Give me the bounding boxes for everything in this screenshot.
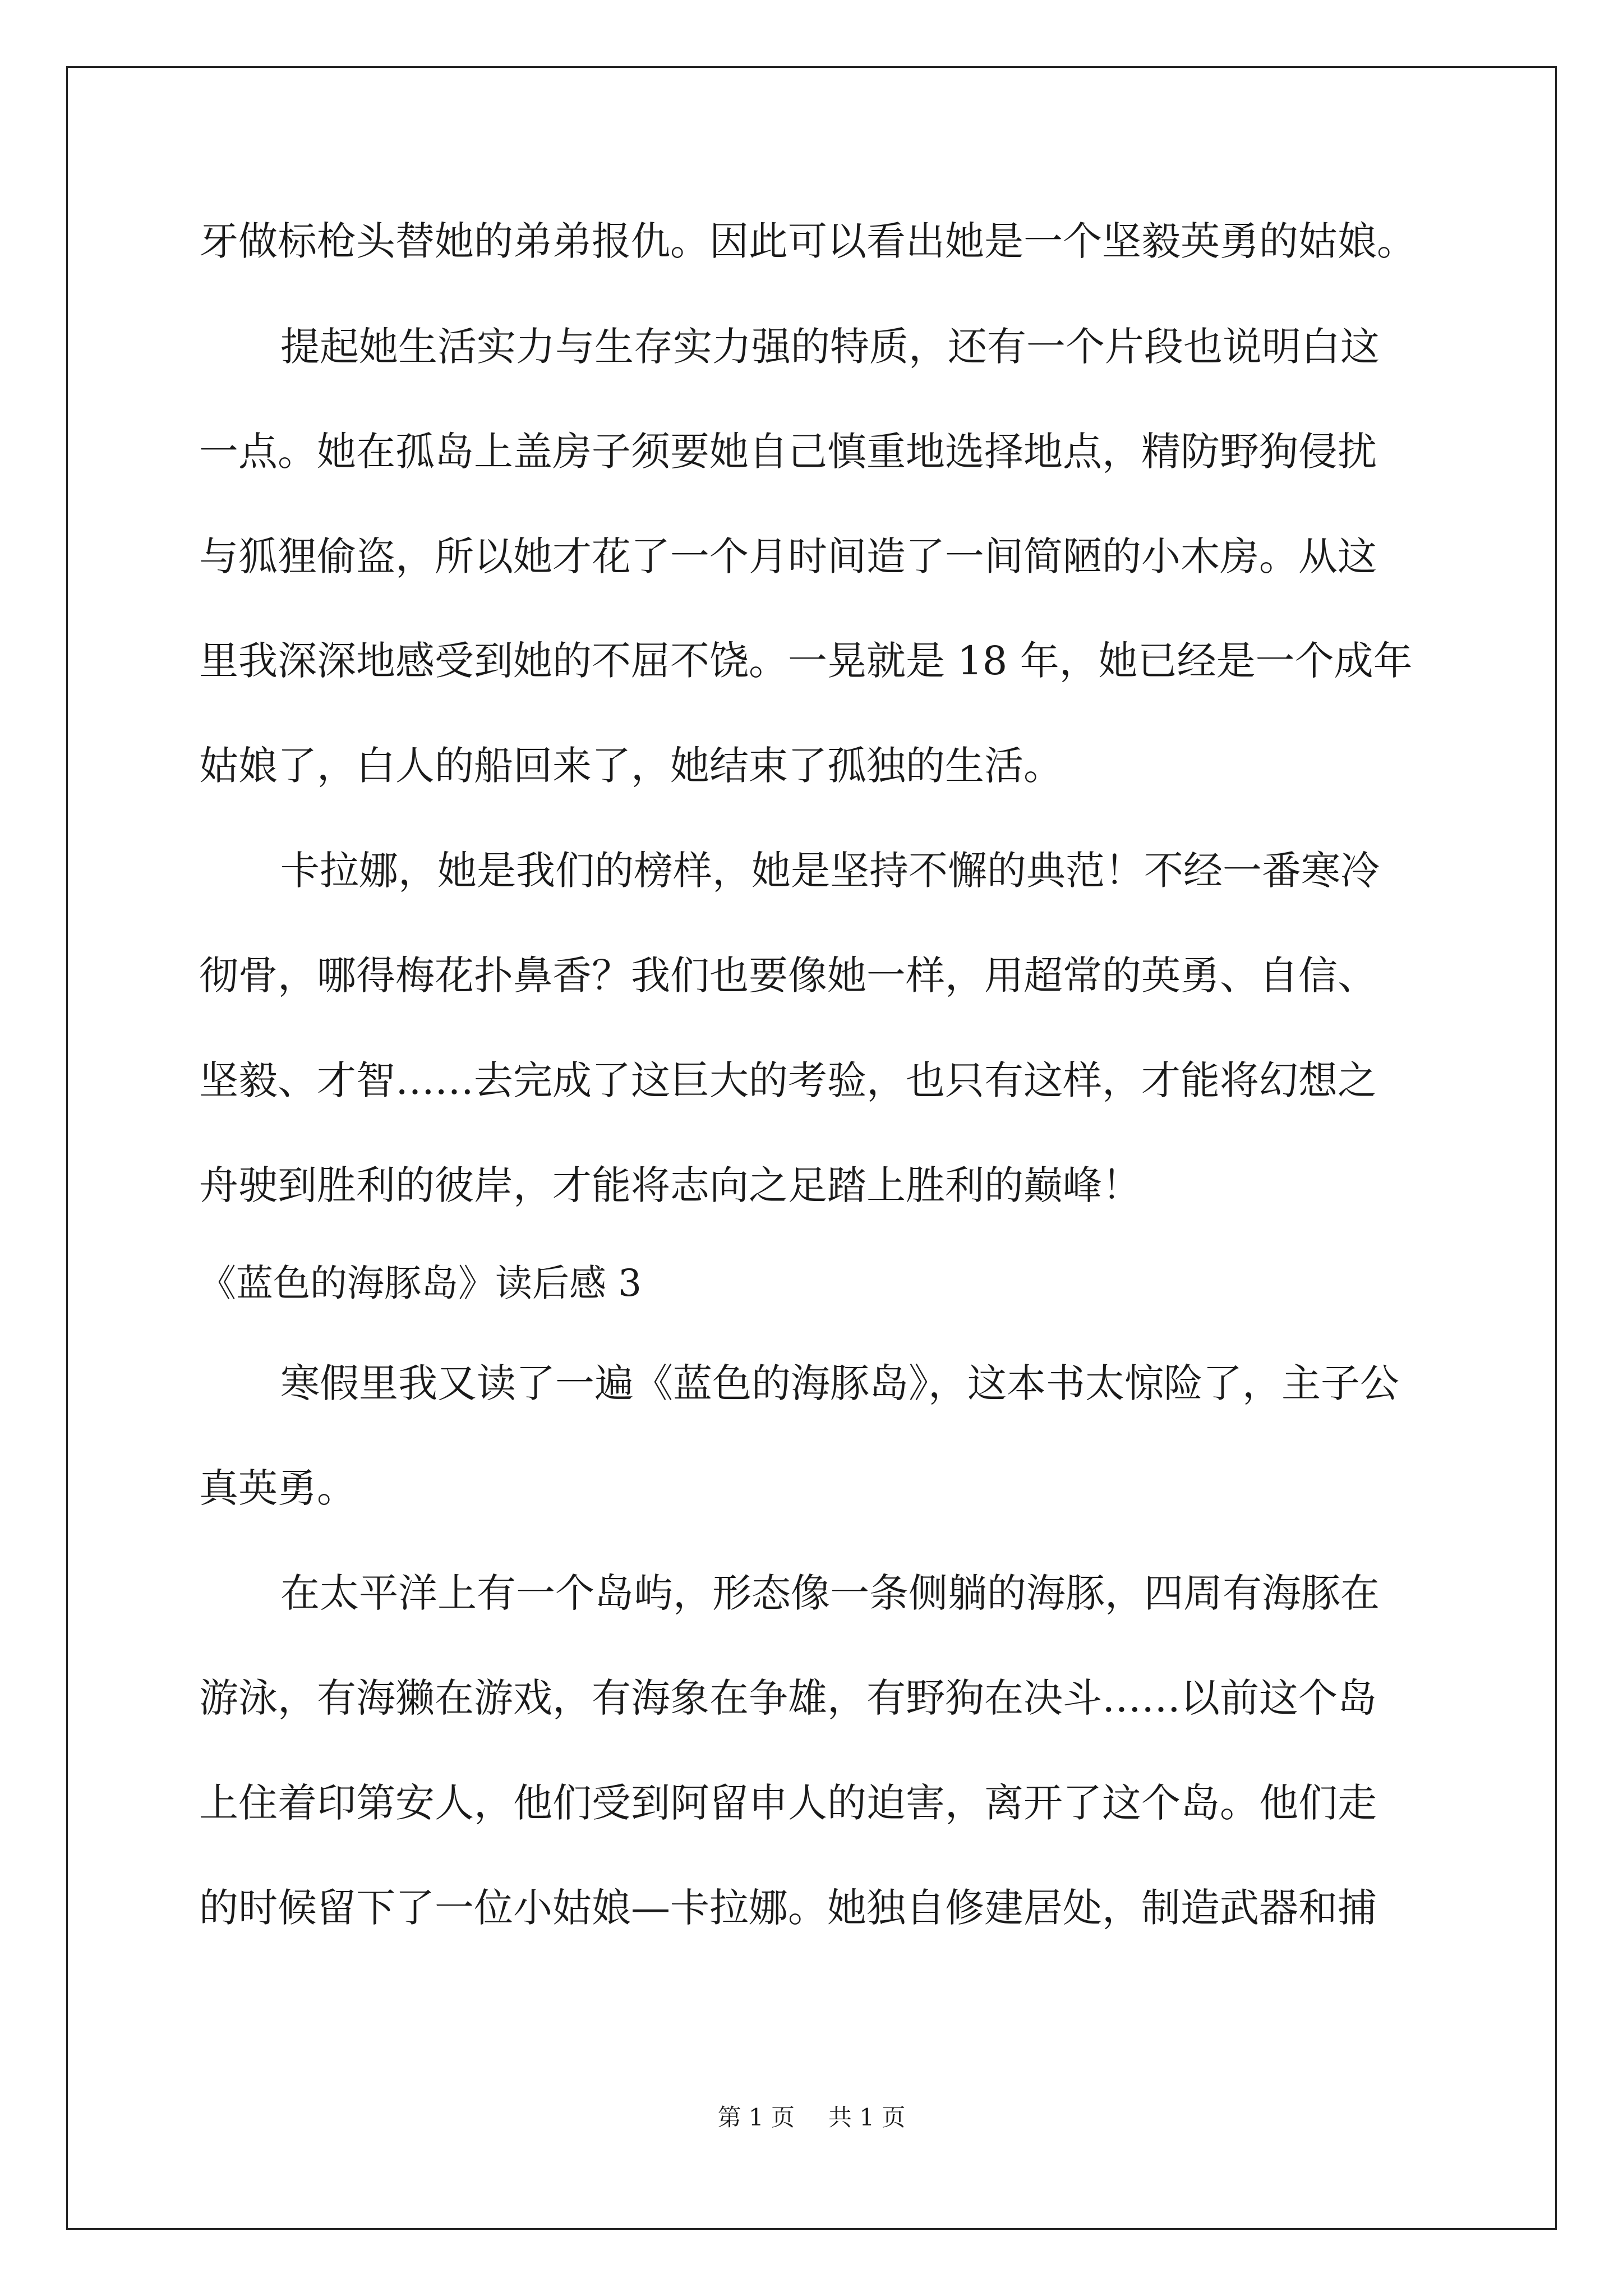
text-line: 坚毅、才智……去完成了这巨大的考验，也只有这样，才能将幻想之 [199,1057,1377,1103]
text-line: 彻骨，哪得梅花扑鼻香？我们也要像她一样，用超常的英勇、自信、 [199,953,1377,999]
page-footer [0,2101,1623,2134]
text-line: 与狐狸偷盗，所以她才花了一个月时间造了一间简陋的小木房。从这 [199,533,1377,579]
text-line: 在太平洋上有一个岛屿，形态像一条侧躺的海豚，四周有海豚在 [280,1570,1380,1616]
text-line: 一点。她在孤岛上盖房子须要她自己慎重地选择地点，精防野狗侵扰 [199,429,1377,475]
text-line: 牙做标枪头替她的弟弟报仇。因此可以看出她是一个坚毅英勇的姑娘。 [199,218,1416,264]
page-total: 共 1 页 [828,2104,906,2131]
text-line: 的时候留下了一位小姑娘—卡拉娜。她独自修建居处，制造武器和捕 [199,1885,1377,1931]
text-line: 上住着印第安人，他们受到阿留申人的迫害，离开了这个岛。他们走 [199,1780,1377,1826]
text-line: 舟驶到胜利的彼岸，才能将志向之足踏上胜利的巅峰！ [199,1162,1141,1208]
text-line: 游泳，有海獭在游戏，有海象在争雄，有野狗在决斗……以前这个岛 [199,1675,1377,1721]
page-number: 第 1 页 [717,2104,795,2131]
text-line: 寒假里我又读了一遍《蓝色的海豚岛》，这本书太惊险了，主子公 [280,1360,1399,1406]
text-line: 卡拉娜，她是我们的榜样，她是坚持不懈的典范！不经一番寒冷 [280,848,1380,894]
text-line: 提起她生活实力与生存实力强的特质，还有一个片段也说明白这 [280,324,1380,370]
section-heading: 《蓝色的海豚岛》读后感 3 [199,1262,642,1305]
text-line: 真英勇。 [199,1465,356,1511]
text-line: 里我深深地感受到她的不屈不饶。一晃就是 18 年，她已经是一个成年 [199,638,1413,684]
text-line: 姑娘了，白人的船回来了，她结束了孤独的生活。 [199,743,1063,789]
